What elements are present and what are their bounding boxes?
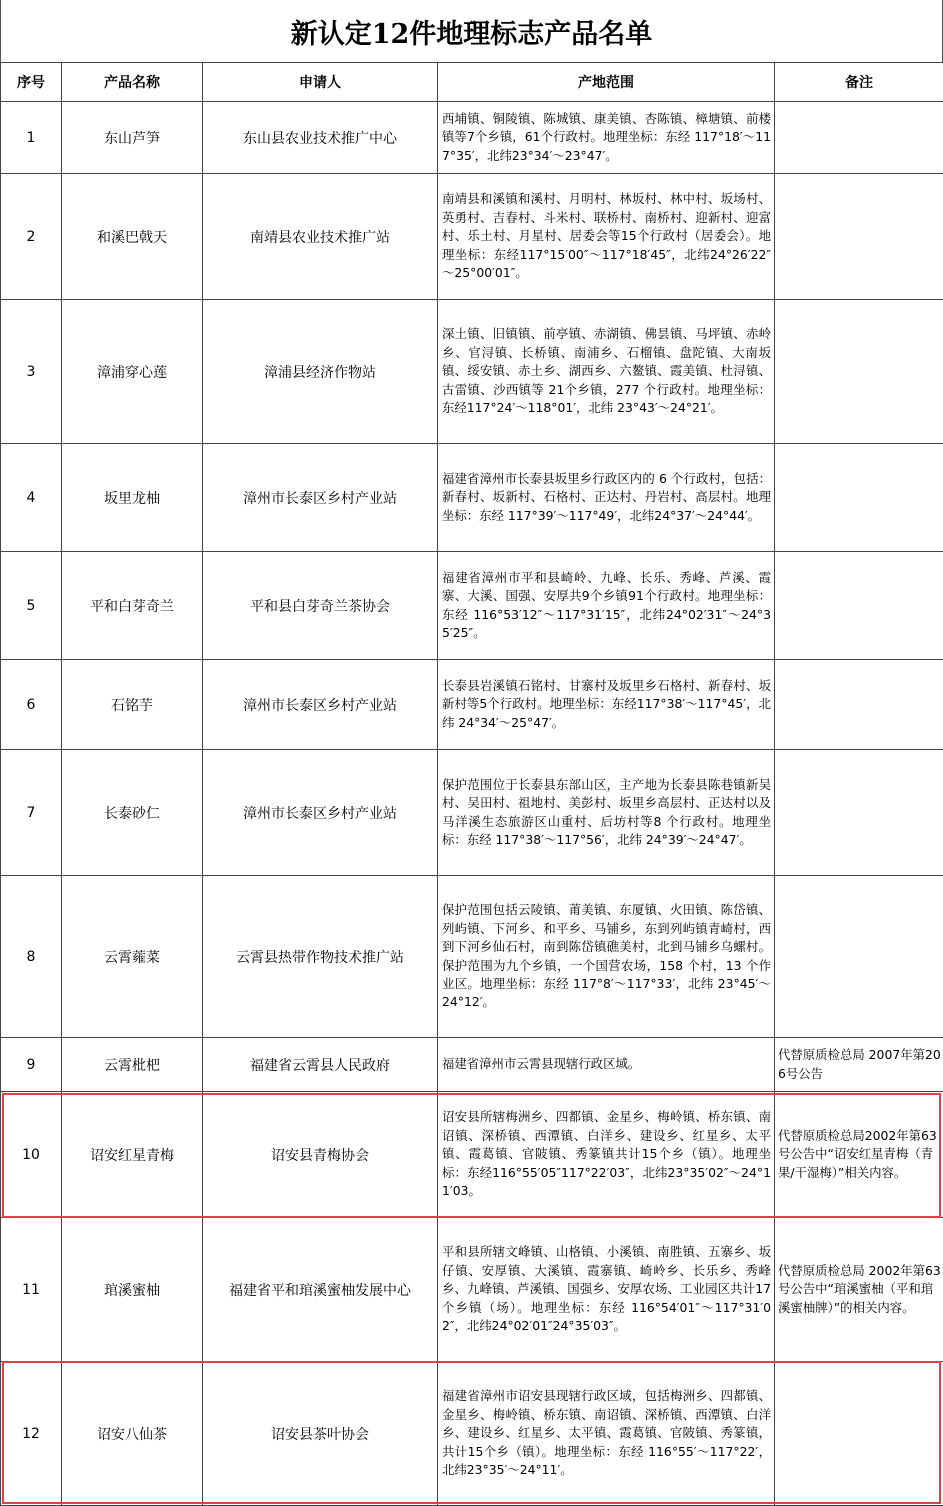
table-row [1, 102, 943, 174]
applicant: 漳州市长泰区乡村产业站 [203, 660, 438, 750]
row-number: 5 [1, 552, 62, 660]
remark: 代替原质检总局2002年第63号公告中“诏安红星青梅（青果/干湿梅）”相关内容。 [775, 1092, 943, 1218]
applicant: 漳州市长泰区乡村产业站 [203, 444, 438, 552]
production-area: 福建省漳州市云霄县现辖行政区域。 [438, 1038, 775, 1092]
row-number: 1 [1, 102, 62, 174]
applicant: 漳浦县经济作物站 [203, 300, 438, 444]
product-name: 石铭芋 [62, 660, 203, 750]
header-no: 序号 [1, 63, 62, 102]
row-number: 8 [1, 876, 62, 1038]
remark [775, 660, 943, 750]
table-row [1, 300, 943, 444]
header-product-name: 产品名称 [62, 63, 203, 102]
production-area: 福建省漳州市诏安县现辖行政区域，包括梅洲乡、四都镇、金星乡、梅岭镇、桥东镇、南诏镇、深桥镇、西潭镇、白洋乡、建设乡、红星乡、太平镇、霞葛镇、官陂镇、秀篆镇，共计15个乡（镇）。地理坐标：东经 116°55′～117°22′，北纬23°35′～24°11′。 [438, 1362, 775, 1506]
production-area: 平和县所辖文峰镇、山格镇、小溪镇、南胜镇、五寨乡、坂仔镇、安厚镇、大溪镇、霞寨镇、崎岭乡、长乐乡、秀峰乡、九峰镇、芦溪镇、国强乡、安厚农场、工业园区共计17个乡镇（场）。地理坐标：东经 116°54′01″～117°31′02″，北纬24°02′01″24°35′03″。 [438, 1218, 775, 1362]
production-area: 深土镇、旧镇镇、前亭镇、赤湖镇、佛昙镇、马坪镇、赤岭乡、官浔镇、长桥镇、南浦乡、石榴镇、盘陀镇、大南坂镇、绥安镇、赤土乡、湖西乡、六鳌镇、霞美镇、杜浔镇、古雷镇、沙西镇等 21个乡镇，277 个行政村。地理坐标：东经117°24′～118°01′，北纬 23°43′～24°21′。 [438, 300, 775, 444]
applicant: 东山县农业技术推广中心 [203, 102, 438, 174]
product-name: 平和白芽奇兰 [62, 552, 203, 660]
table-row [1, 552, 943, 660]
applicant: 云霄县热带作物技术推广站 [203, 876, 438, 1038]
product-name: 琯溪蜜柚 [62, 1218, 203, 1362]
table-row [1, 876, 943, 1038]
applicant: 漳州市长泰区乡村产业站 [203, 750, 438, 876]
applicant: 诏安县青梅协会 [203, 1092, 438, 1218]
table-row [1, 660, 943, 750]
applicant: 诏安县茶叶协会 [203, 1362, 438, 1506]
table-row [1, 174, 943, 300]
applicant: 平和县白芽奇兰茶协会 [203, 552, 438, 660]
row-number: 4 [1, 444, 62, 552]
header-area: 产地范围 [438, 63, 775, 102]
production-area: 福建省漳州市平和县崎岭、九峰、长乐、秀峰、芦溪、霞寨、大溪、国强、安厚共9个乡镇91个行政村。地理坐标：东经 116°53′12″～117°31′15″，北纬24°02′31″～24°35′25″。 [438, 552, 775, 660]
remark [775, 444, 943, 552]
product-name: 漳浦穿心莲 [62, 300, 203, 444]
applicant: 福建省云霄县人民政府 [203, 1038, 438, 1092]
product-name: 和溪巴戟天 [62, 174, 203, 300]
production-area: 保护范围包括云陵镇、莆美镇、东厦镇、火田镇、陈岱镇、列屿镇、下河乡、和平乡、马铺乡，东到列屿镇青崎村，西到下河乡仙石村，南到陈岱镇礁美村，北到马铺乡乌螺村。保护范围为九个乡镇，一个国营农场，158 个村，13 个作业区。地理坐标：东经 117°8′～117°33′，北纬 23°45′～24°12′。 [438, 876, 775, 1038]
product-name: 长泰砂仁 [62, 750, 203, 876]
applicant: 福建省平和琯溪蜜柚发展中心 [203, 1218, 438, 1362]
remark: 代替原质检总局 2007年第206号公告 [775, 1038, 943, 1092]
table-header-row [1, 63, 943, 102]
page-title: 新认定12件地理标志产品名单 [0, 0, 943, 62]
row-number: 2 [1, 174, 62, 300]
product-name: 云霄蕹菜 [62, 876, 203, 1038]
product-name: 云霄枇杷 [62, 1038, 203, 1092]
header-note: 备注 [775, 63, 943, 102]
row-number: 9 [1, 1038, 62, 1092]
remark [775, 750, 943, 876]
product-name: 诏安红星青梅 [62, 1092, 203, 1218]
remark [775, 876, 943, 1038]
table-row [1, 444, 943, 552]
applicant: 南靖县农业技术推广站 [203, 174, 438, 300]
remark [775, 174, 943, 300]
table-row [1, 750, 943, 876]
remark [775, 552, 943, 660]
production-area: 长泰县岩溪镇石铭村、甘寨村及坂里乡石格村、新春村、坂新村等5个行政村。地理坐标：东经117°38′～117°45′，北纬 24°34′～25°47′。 [438, 660, 775, 750]
table-row [1, 1218, 943, 1362]
table-row [1, 1362, 943, 1506]
row-number: 11 [1, 1218, 62, 1362]
row-number: 6 [1, 660, 62, 750]
production-area: 诏安县所辖梅洲乡、四都镇、金星乡、梅岭镇、桥东镇、南诏镇、深桥镇、西潭镇、白洋乡、建设乡、红星乡、太平镇、霞葛镇、官陂镇、秀篆镇共计15个乡（镇）。地理坐标：东经116°55′05″117°22′03″，北纬23°35′02″～24°11′03。 [438, 1092, 775, 1218]
product-name: 坂里龙柚 [62, 444, 203, 552]
remark [775, 300, 943, 444]
table-row [1, 1038, 943, 1092]
product-table [0, 62, 943, 1506]
row-number: 10 [1, 1092, 62, 1218]
header-applicant: 申请人 [203, 63, 438, 102]
table-row [1, 1092, 943, 1218]
row-number: 12 [1, 1362, 62, 1506]
row-number: 3 [1, 300, 62, 444]
remark [775, 102, 943, 174]
production-area: 南靖县和溪镇和溪村、月明村、林坂村、林中村、坂场村、英勇村、吉春村、斗米村、联桥村、南桥村、迎新村、迎富村、乐土村、月星村、居委会等15个行政村（居委会）。地理坐标：东经117°15′00″～117°18′45″，北纬24°26′22″～25°00′01″。 [438, 174, 775, 300]
product-name: 东山芦笋 [62, 102, 203, 174]
production-area: 西埔镇、铜陵镇、陈城镇、康美镇、杏陈镇、樟塘镇、前楼镇等7个乡镇，61个行政村。地理坐标：东经 117°18′～117°35′，北纬23°34′～23°47′。 [438, 102, 775, 174]
row-number: 7 [1, 750, 62, 876]
remark: 代替原质检总局 2002年第63号公告中“琯溪蜜柚（平和琯 溪蜜柚牌）”的相关内容。 [775, 1218, 943, 1362]
product-name: 诏安八仙茶 [62, 1362, 203, 1506]
remark [775, 1362, 943, 1506]
production-area: 保护范围位于长泰县东部山区，主产地为长泰县陈巷镇新吴村、吴田村、祖地村、美彭村、坂里乡高层村、正达村以及马洋溪生态旅游区山重村、后坊村等8 个行政村。地理坐标：东经 117°38′～117°56′，北纬 24°39′～24°47′。 [438, 750, 775, 876]
production-area: 福建省漳州市长泰县坂里乡行政区内的 6 个行政村，包括：新春村、坂新村、石格村、正达村、丹岩村、高层村。地理坐标：东经 117°39′～117°49′，北纬24°37′～24°44′。 [438, 444, 775, 552]
